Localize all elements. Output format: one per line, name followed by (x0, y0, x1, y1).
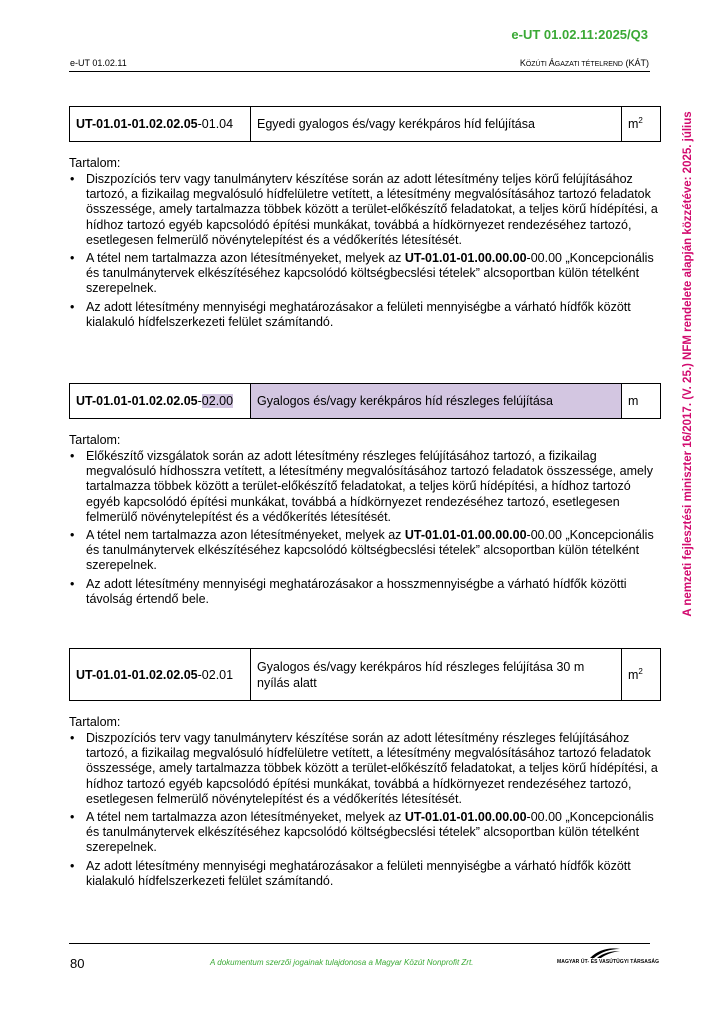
item-unit (622, 649, 661, 701)
header-right-smallcaps: ÖZÚTI (525, 61, 549, 68)
item-01-04 (69, 106, 661, 333)
item-code-suffix: -02.01 (197, 667, 234, 682)
item-header-table (69, 648, 661, 701)
logo-text: MAGYAR ÚT- ÉS VASÚTÜGYI TÁRSASÁG (557, 959, 660, 965)
item-code-suffix: -01.04 (197, 117, 234, 131)
item-code-bold: UT-01.01-01.02.02.05 (76, 667, 198, 682)
side-note-text: A nemzeti fejlesztési miniszter 16/2017. (V. 25.) NFM rendelete alapján közzétéve: 2025. július (682, 111, 694, 617)
item-name: Egyedi gyalogos és/vagy kerékpáros híd felújítása (251, 107, 622, 142)
item-code-dash: - (197, 394, 202, 408)
header-right-letter: Á (548, 58, 555, 68)
bullet-item: • Az adott létesítmény mennyiségi meghatározásakor a felületi mennyiségbe a várható hídfők között kialakuló hídfelszerkezeti felület számítandó. (69, 300, 661, 330)
bullet-item: • A tétel nem tartalmazza azon létesítményeket, melyek az UT-01.01-01.00.00.00-00.00 „Koncepcionális és tanulmánytervek elkészítéséhez kapcsolódó költségbecslési tételek” alcsoportban külön tételként szerepelnek. (69, 810, 661, 856)
page-number: 80 (70, 956, 85, 971)
footer-rule (69, 943, 650, 944)
unit-text: m (628, 668, 639, 683)
bullet-text: A tétel nem tartalmazza azon létesítményeket, melyek az (86, 251, 405, 266)
item-bullets (69, 449, 661, 607)
unit-text: m (628, 117, 639, 132)
item-code-bold: UT-01.01-01.02.02.05 (76, 117, 198, 131)
header-right-letter: K (519, 58, 526, 68)
header-rule (69, 71, 650, 72)
logo-swoosh-icon (589, 947, 621, 959)
item-name: Gyalogos és/vagy kerékpáros híd részleges felújítása 30 m nyílás alatt (251, 649, 622, 701)
bullet-item: • A tétel nem tartalmazza azon létesítményeket, melyek az UT-01.01-01.00.00.00-00.00 „Koncepcionális és tanulmánytervek elkészítéséhez kapcsolódó költségbecslési tételek” alcsoportban külön tételként szerepelnek. (69, 251, 661, 297)
bullet-code: UT-01.01-01.00.00.00 (404, 528, 527, 543)
item-code (70, 384, 251, 419)
item-header-table (69, 106, 661, 142)
bullet-item: • Diszpozíciós terv vagy tanulmányterv készítése során az adott létesítmény teljes körű felújításához tartozó, a fizikailag megvalósuló hídfelületre vetített, a létesítmény megvalósításához tartozó feladatok összessége, amely tartalmazza többek között a terület-előkészítő feladatokat, a teljes körű hídépítési, a hídhoz tartozó egyéb kapcsolódó építési munkákat, továbbá a hídkörnyezet rendezéséhez tartozó, esetlegesen felmerülő növénytelepítést és a védőkerítés létesítését. (69, 172, 661, 248)
item-bullets (69, 731, 661, 889)
item-02-01 (69, 648, 661, 892)
running-header-left: e-UT 01.02.11 (70, 58, 127, 68)
header-right-smallcaps: GAZATI TÉTELREND (554, 61, 623, 68)
bullet-item: • A tétel nem tartalmazza azon létesítményeket, melyek az UT-01.01-01.00.00.00-00.00 „Koncepcionális és tanulmánytervek elkészítéséhez kapcsolódó költségbecslési tételek” alcsoportban külön tételként szerepelnek. (69, 528, 661, 574)
copyright-note: A dokumentum szerzői jogainak tulajdonosa a Magyar Közút Nonprofit Zrt. (210, 958, 474, 967)
item-unit (622, 107, 661, 142)
unit-superscript: 2 (638, 666, 643, 676)
document-code: e-UT 01.02.11:2025/Q3 (511, 27, 648, 42)
header-right-tail: (KÁT) (623, 58, 649, 68)
tartalom-label: Tartalom: (69, 156, 121, 170)
bullet-code: UT-01.01-01.00.00.00 (404, 251, 527, 266)
bullet-item: • Előkészítő vizsgálatok során az adott létesítmény részleges felújításához tartozó, a fizikailag megvalósuló hídhosszra vetített, a létesítmény megvalósításához tartozó feladatok összessége, amely tartalmazza többek között a terület-előkészítő feladatokat, a teljes körű hídépítési, a hídhoz tartozó egyéb kapcsolódó építési munkákat, továbbá a hídkörnyezet rendezéséhez tartozó, esetlegesen felmerülő növénytelepítést és a védőkerítés létesítését. (69, 449, 661, 525)
bullet-code: UT-01.01-01.00.00.00 (404, 810, 527, 825)
item-02-00 (69, 383, 661, 610)
society-logo (557, 947, 660, 969)
tartalom-label: Tartalom: (69, 433, 121, 447)
item-code (70, 649, 251, 701)
item-unit: m (622, 384, 661, 419)
running-header-right (520, 58, 649, 68)
item-code-bold: UT-01.01-01.02.02.05 (76, 394, 198, 408)
item-code (70, 107, 251, 142)
bullet-item: • Diszpozíciós terv vagy tanulmányterv készítése során az adott létesítmény részleges felújításához tartozó, a fizikailag megvalósuló hídfelületre vetített, a létesítmény megvalósításához tartozó feladatok összessége, amely tartalmazza többek között a terület-előkészítő feladatokat, a teljes körű hídépítési, a hídhoz tartozó egyéb kapcsolódó építési munkákat, továbbá a hídkörnyezet rendezéséhez tartozó, esetlegesen felmerülő növénytelepítést és a védőkerítés létesítését. (69, 731, 661, 807)
tartalom-label: Tartalom: (69, 715, 121, 729)
unit-superscript: 2 (638, 116, 643, 126)
item-code-suffix-highlighted: 02.00 (201, 394, 234, 408)
item-name-highlighted: Gyalogos és/vagy kerékpáros híd részleges felújítása (251, 384, 622, 419)
item-header-table (69, 383, 661, 419)
side-note (680, 96, 696, 632)
bullet-item: • Az adott létesítmény mennyiségi meghatározásakor a hosszmennyiségbe a várható hídfők közötti távolság értendő bele. (69, 577, 661, 607)
bullet-item: • Az adott létesítmény mennyiségi meghatározásakor a felületi mennyiségbe a várható hídfők között kialakuló hídfelszerkezeti felület számítandó. (69, 859, 661, 889)
item-bullets (69, 172, 661, 330)
